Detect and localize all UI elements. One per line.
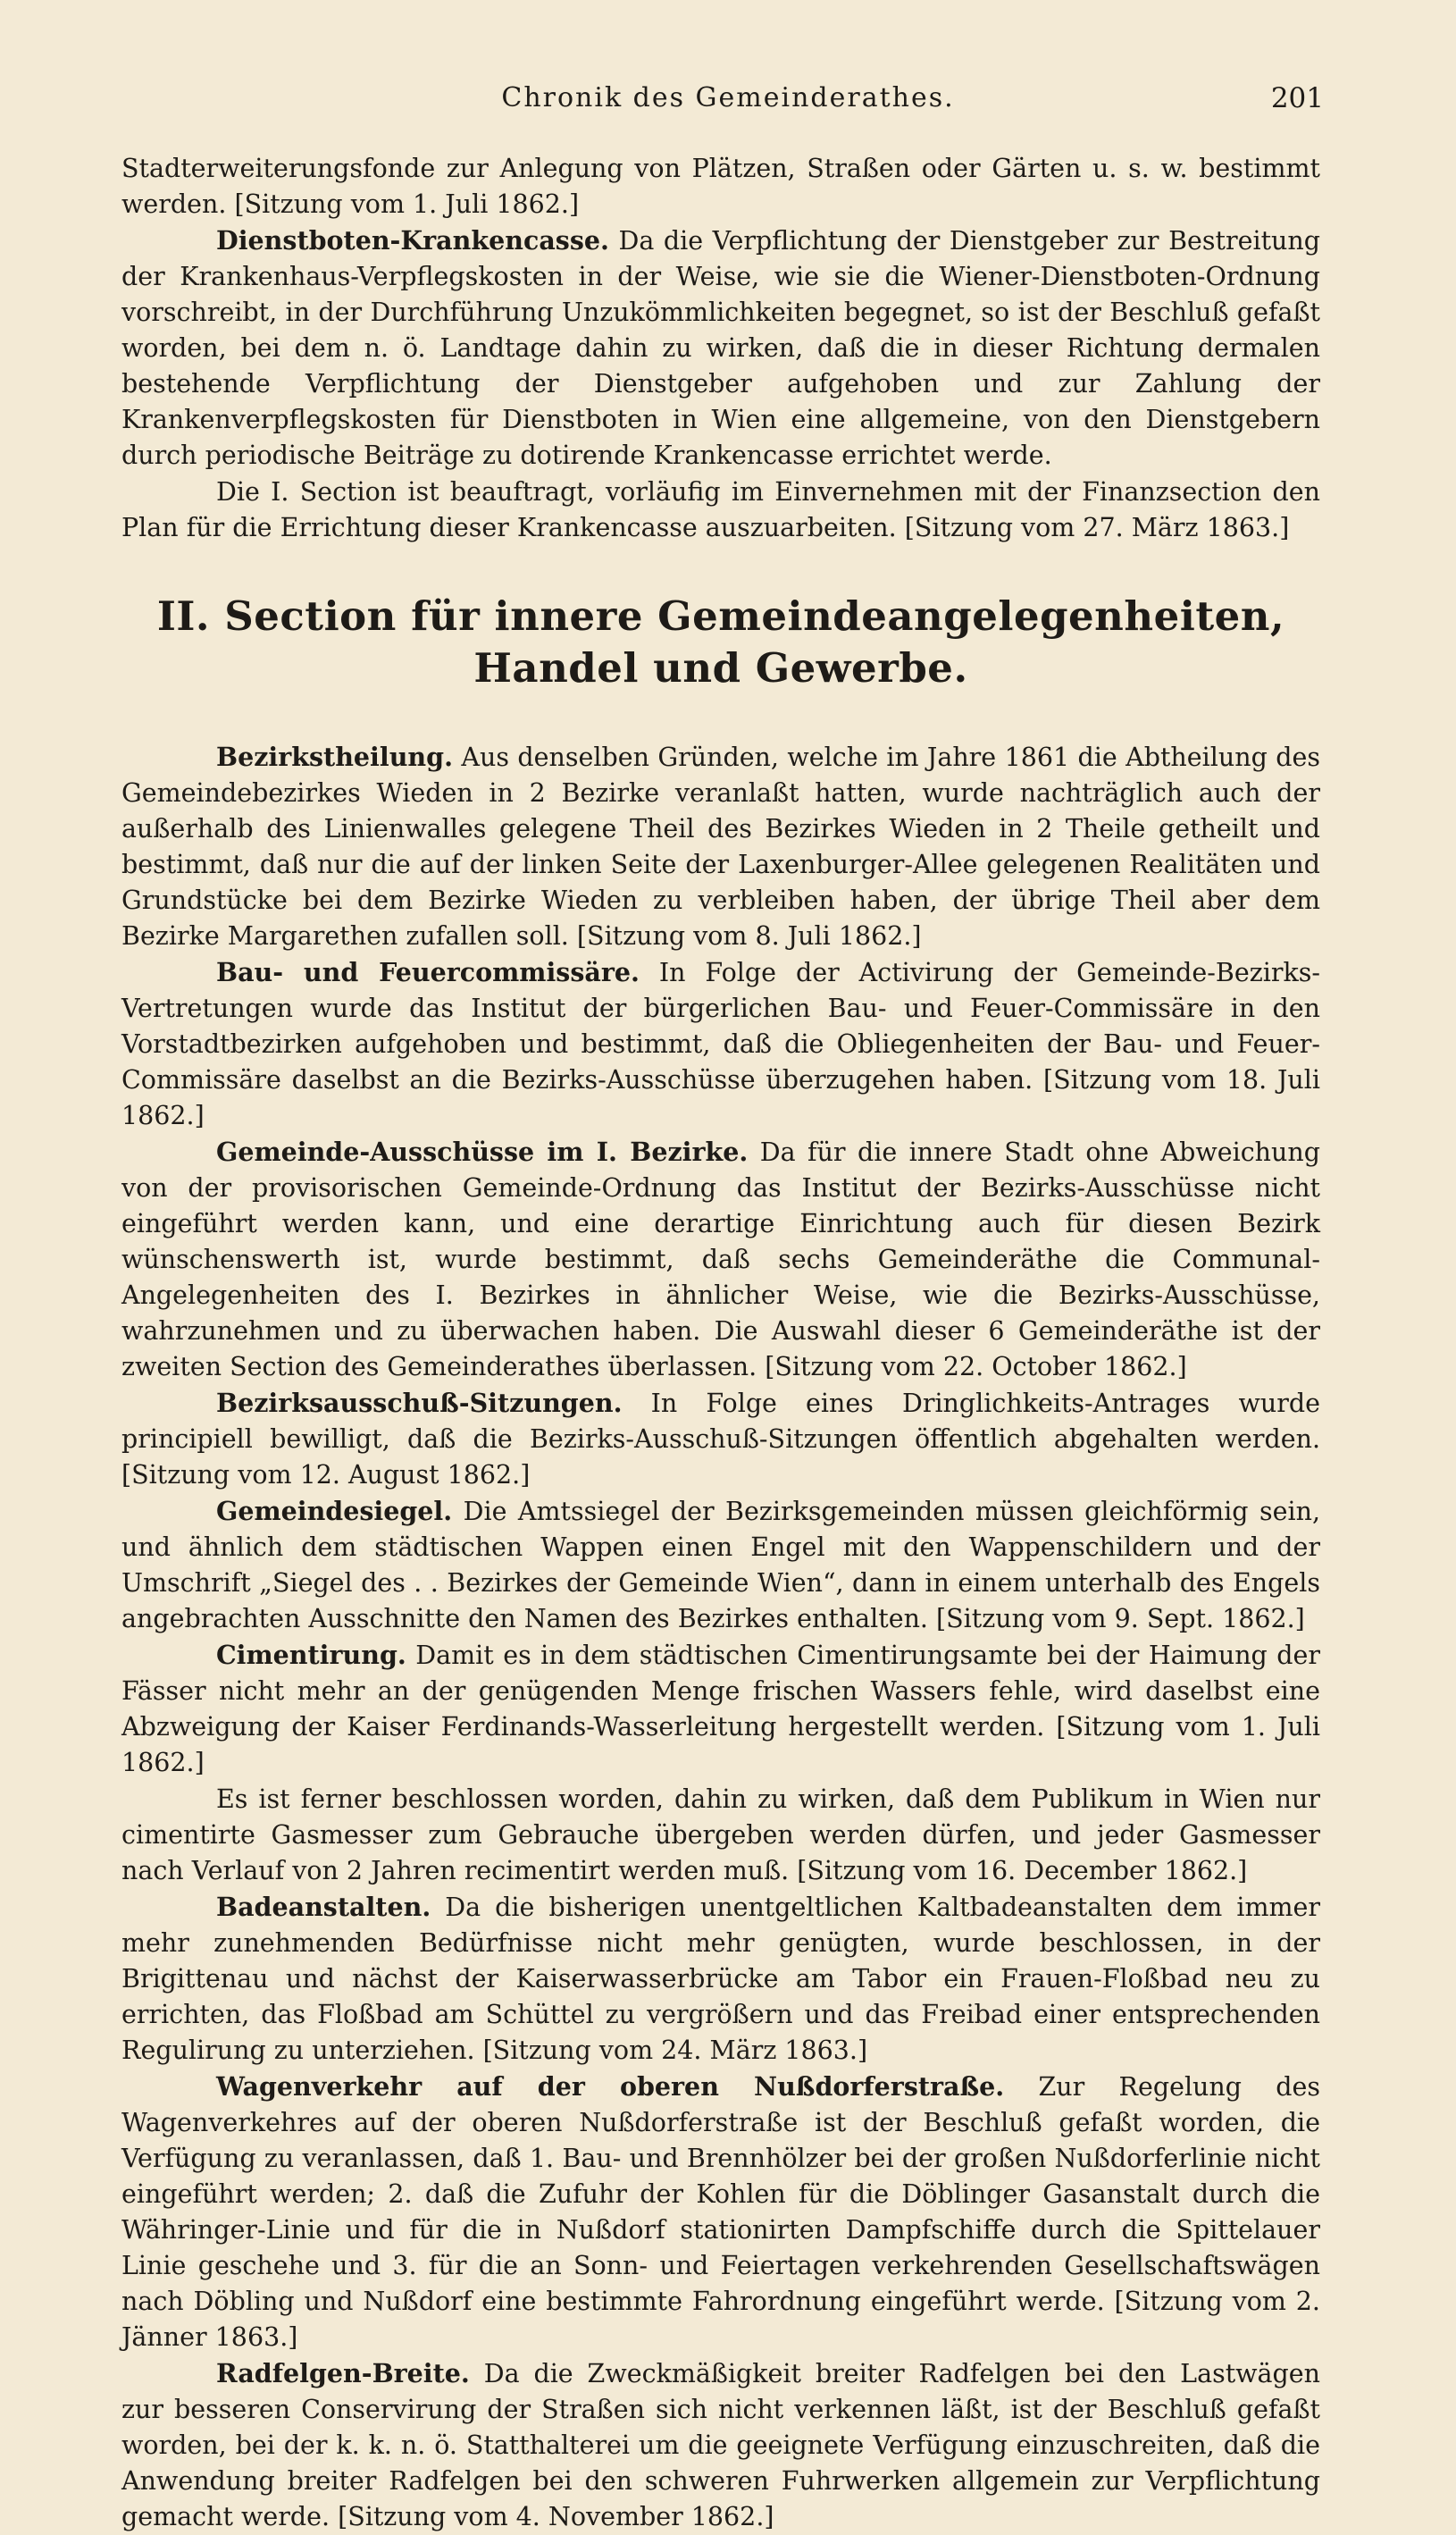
paragraph: Die I. Section ist beauftragt, vorläufig im Einvernehmen mit der Finanzsection den Plan für die Errichtung dieser Krankencasse auszuarbeiten. [Sitzung vom 27. März 1863.] bbox=[121, 477, 1320, 542]
paragraph-feuercommissaere: Bau- und Feuercommissäre. In Folge der Activirung der Gemeinde-Bezirks-Vertretungen wurde das Institut der bürgerlichen Bau- und Feuer-Commissäre in den Vorstadtbezirken aufgehoben und bestimmt, daß die Obliegenheiten der Bau- und Feuer-Commissäre daselbst an die Bezirks-Ausschüsse überzugehen haben. [Sitzung vom 18. Juli 1862.] bbox=[121, 957, 1321, 1130]
paragraph-gemeindesiegel: Gemeindesiegel. Die Amtssiegel der Bezirksgemeinden müssen gleichförmig sein, und ähnlich dem städtischen Wappen einen Engel mit den Wappenschildern und der Umschrift „Siegel des . . Bezirkes der Gemeinde Wien“, dann in einem unterhalb des Engels angebrachten Ausschnitte den Namen des Bezirkes enthalten. [Sitzung vom 9. Sept. 1862.] bbox=[121, 1496, 1320, 1633]
paragraph-lead: Bezirkstheilung. bbox=[216, 742, 454, 772]
body-text bbox=[121, 150, 1320, 2535]
paragraph-lead: Bau- und Feuercommissäre. bbox=[216, 957, 640, 987]
paragraph-lead: Gemeindesiegel. bbox=[216, 1496, 453, 1526]
paragraph-lead: Wagenverkehr auf der oberen Nußdorferstraße. bbox=[216, 2071, 1005, 2102]
paragraph-radfelgen-breite: Radfelgen-Breite. Da die Zweckmäßigkeit breiter Radfelgen bei den Lastwägen zur besseren Conservirung der Straßen sich nicht verkennen läßt, ist der Beschluß gefaßt worden, bei der k. k. n. ö. Statthalterei um die geeignete Verfügung einzuschreiten, daß die Anwendung breiter Radfelgen bei den schweren Fuhrwerken allgemein zur Verpflichtung gemacht werde. [Sitzung vom 4. November 1862.] bbox=[121, 2358, 1320, 2531]
paragraph-bezirkstheilung: Bezirkstheilung. Aus denselben Gründen, welche im Jahre 1861 die Abtheilung des Gemeindebezirkes Wieden in 2 Bezirke veranlaßt hatten, wurde nachträglich auch der außerhalb des Linienwalles gelegene Theil des Bezirkes Wieden in 2 Theile getheilt und bestimmt, daß nur die auf der linken Seite der Laxenburger-Allee gelegenen Realitäten und Grundstücke bei dem Bezirke Wieden zu verbleiben haben, der übrige Theil aber dem Bezirke Margarethen zufallen soll. [Sitzung vom 8. Juli 1862.] bbox=[121, 742, 1320, 951]
paragraph-badeanstalten: Badeanstalten. Da die bisherigen unentgeltlichen Kaltbadeanstalten dem immer mehr zunehmenden Bedürfnisse nicht mehr genügten, wurde beschlossen, in der Brigittenau und nächst der Kaiserwasserbrücke am Tabor ein Frauen-Floßbad neu zu errichten, das Floßbad am Schüttel zu vergrößern und das Freibad einer entsprechenden Regulirung zu unterziehen. [Sitzung vom 24. März 1863.] bbox=[121, 1892, 1320, 2065]
paragraph-lead: Dienstboten-Krankencasse. bbox=[216, 225, 609, 256]
paragraph-lead: Bezirksausschuß-Sitzungen. bbox=[216, 1388, 623, 1418]
paragraph-dienstboten-krankencasse: Dienstboten-Krankencasse. Da die Verpflichtung der Dienstgeber zur Bestreitung der Krankenhaus-Verpflegskosten in der Weise, wie sie die Wiener-Dienstboten-Ordnung vorschreibt, in der Durchführung Unzukömmlichkeiten begegnet, so ist der Beschluß gefaßt worden, bei dem n. ö. Landtage dahin zu wirken, daß die in dieser Richtung dermalen bestehende Verpflichtung der Dienstgeber aufgehoben und zur Zahlung der Krankenverpflegskosten für Dienstboten in Wien eine allgemeine, von den Dienstgebern durch periodische Beiträge zu dotirende Krankencasse errichtet werde. bbox=[121, 225, 1320, 470]
paragraph-wagenverkehr: Wagenverkehr auf der oberen Nußdorferstraße. Zur Regelung des Wagenverkehres auf der oberen Nußdorferstraße ist der Beschluß gefaßt worden, die Verfügung zu veranlassen, daß 1. Bau- und Brennhölzer bei der großen Nußdorferlinie nicht eingeführt werden; 2. daß die Zufuhr der Kohlen für die Döblinger Gasanstalt durch die Währinger-Linie und für die in Nußdorf stationirten Dampfschiffe durch die Spittelauer Linie geschehe und 3. für die an Sonn- und Feiertagen verkehrenden Gesellschaftswägen nach Döbling und Nußdorf eine bestimmte Fahrordnung eingeführt werde. [Sitzung vom 2. Jänner 1863.] bbox=[121, 2071, 1321, 2352]
section-heading: II. Section für innere Gemeindeangelegenheiten, Handel und Gewerbe. bbox=[156, 592, 1285, 692]
page-number: 201 bbox=[1270, 82, 1324, 114]
paragraph-gemeinde-ausschuesse: Gemeinde-Ausschüsse im I. Bezirke. Da für die innere Stadt ohne Abweichung von der provisorischen Gemeinde-Ordnung das Institut der Bezirks-Ausschüsse nicht eingeführt werden kann, und eine derartige Einrichtung auch für diesen Bezirk wünschenswerth ist, wurde bestimmt, daß sechs Gemeinderäthe die Communal-Angelegenheiten des I. Bezirkes in ähnlicher Weise, wie die Bezirks-Ausschüsse, wahrzunehmen und zu überwachen haben. Die Auswahl dieser 6 Gemeinderäthe ist der zweiten Section des Gemeinderathes überlassen. [Sitzung vom 22. October 1862.] bbox=[121, 1137, 1320, 1381]
running-header bbox=[0, 82, 1456, 118]
paragraph-cimentirung: Cimentirung. Damit es in dem städtischen Cimentirungsamte bei der Haimung der Fässer nicht mehr an der genügenden Menge frischen Wassers fehle, wird daselbst eine Abzweigung der Kaiser Ferdinands-Wasserleitung hergestellt werden. [Sitzung vom 1. Juli 1862.] bbox=[121, 1640, 1320, 1777]
paragraph-bezirksausschuss-sitzungen: Bezirksausschuß-Sitzungen. In Folge eines Dringlichkeits-Antrages wurde principiell bewilligt, daß die Bezirks-Ausschuß-Sitzungen öffentlich abgehalten werden. [Sitzung vom 12. August 1862.] bbox=[121, 1388, 1320, 1490]
paragraph-lead: Badeanstalten. bbox=[216, 1892, 431, 1922]
paragraph-lead: Radfelgen-Breite. bbox=[216, 2358, 470, 2388]
paragraph: Stadterweiterungsfonde zur Anlegung von Plätzen, Straßen oder Gärten u. s. w. bestimmt werden. [Sitzung vom 1. Juli 1862.] bbox=[121, 154, 1320, 219]
paragraph-lead: Cimentirung. bbox=[216, 1640, 406, 1670]
paragraph-gasmesser: Es ist ferner beschlossen worden, dahin zu wirken, daß dem Publikum in Wien nur cimentirte Gasmesser zum Gebrauche übergeben werden dürfen, und jeder Gasmesser nach Verlauf von 2 Jahren recimentirt werden muß. [Sitzung vom 16. December 1862.] bbox=[121, 1784, 1320, 1885]
running-title: Chronik des Gemeinderathes. bbox=[501, 82, 955, 113]
paragraph-lead: Gemeinde-Ausschüsse im I. Bezirke. bbox=[216, 1137, 749, 1167]
